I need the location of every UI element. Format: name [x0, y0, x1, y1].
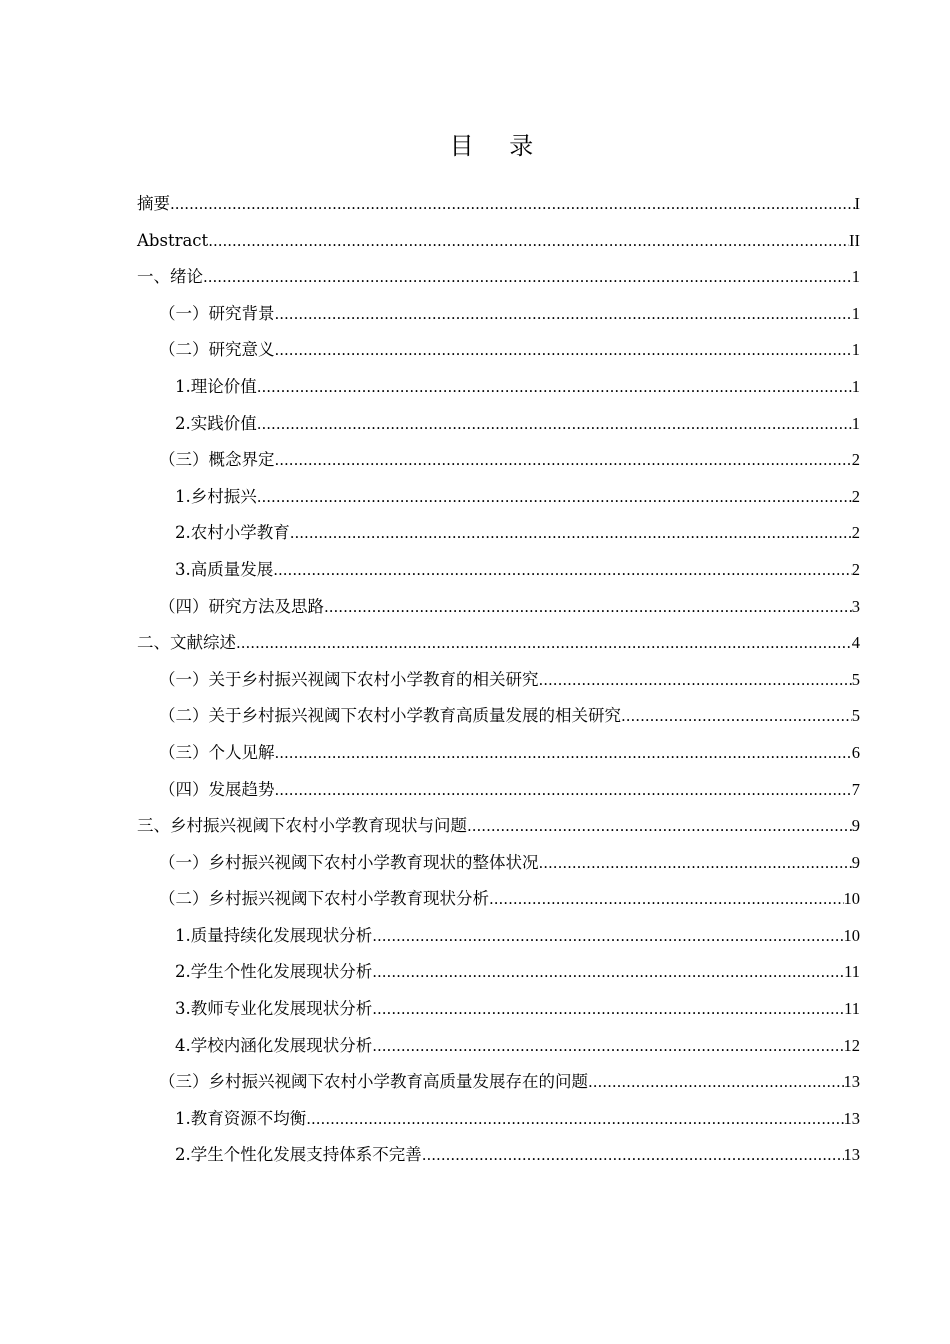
toc-entry-page-number: 9 [851, 816, 860, 836]
toc-entry[interactable] [137, 954, 860, 991]
toc-entry[interactable] [137, 259, 860, 296]
toc-entry[interactable] [137, 1137, 860, 1174]
toc-entry-label: Abstract [137, 230, 209, 250]
toc-entry-label: 一、绪论 [137, 267, 203, 287]
toc-entry-label: （一）乡村振兴视阈下农村小学教育现状的整体状况 [159, 852, 539, 872]
toc-dot-leader [257, 479, 852, 516]
toc-dot-leader [372, 918, 843, 955]
toc-entry-page-number: 1 [851, 376, 860, 396]
toc-entry-page-number: 13 [843, 1108, 860, 1128]
toc-dot-leader [422, 1137, 844, 1174]
toc-list [137, 186, 860, 1174]
toc-entry-page-number: I [854, 194, 860, 213]
toc-entry[interactable] [137, 1028, 860, 1065]
toc-entry-label: 2.学生个性化发展现状分析 [175, 962, 373, 982]
toc-dot-leader [275, 735, 852, 772]
toc-dot-leader [275, 772, 852, 809]
toc-dot-leader [372, 991, 844, 1028]
toc-dot-leader [203, 259, 852, 296]
toc-entry-page-number: 10 [843, 889, 860, 909]
toc-dot-leader [467, 808, 852, 845]
toc-entry[interactable] [137, 515, 860, 552]
toc-entry[interactable] [137, 735, 860, 772]
toc-entry-page-number: 2 [851, 486, 860, 506]
toc-entry-page-number: 12 [843, 1035, 860, 1055]
toc-entry[interactable] [137, 589, 860, 626]
toc-entry-page-number: 11 [844, 962, 860, 982]
toc-entry-label: （四）发展趋势 [159, 779, 275, 799]
toc-entry[interactable] [137, 296, 860, 333]
toc-entry-page-number: 1 [851, 267, 860, 287]
toc-entry-page-number: 1 [851, 340, 860, 360]
toc-dot-leader [588, 1064, 844, 1101]
toc-entry[interactable] [137, 625, 860, 662]
toc-entry[interactable] [137, 881, 860, 918]
toc-dot-leader [306, 1101, 843, 1138]
toc-entry-label: （三）乡村振兴视阈下农村小学教育高质量发展存在的问题 [159, 1072, 588, 1092]
toc-entry[interactable] [137, 186, 860, 223]
toc-entry-label: 3.教师专业化发展现状分析 [175, 999, 373, 1019]
toc-entry-label: 2.学生个性化发展支持体系不完善 [175, 1145, 422, 1165]
toc-entry-label: 1.乡村振兴 [175, 486, 257, 506]
toc-entry-label: 2.实践价值 [175, 413, 257, 433]
toc-entry-label: 2.农村小学教育 [175, 523, 290, 543]
toc-entry-page-number: 1 [851, 303, 860, 323]
toc-dot-leader [257, 406, 852, 443]
toc-entry[interactable] [137, 442, 860, 479]
toc-entry-page-number: 2 [851, 559, 860, 579]
toc-entry-label: 三、乡村振兴视阈下农村小学教育现状与问题 [137, 816, 467, 836]
toc-dot-leader [275, 332, 852, 369]
toc-entry-label: 3.高质量发展 [175, 559, 274, 579]
toc-entry[interactable] [137, 845, 860, 882]
toc-entry[interactable] [137, 369, 860, 406]
toc-entry-page-number: 1 [851, 413, 860, 433]
toc-dot-leader [372, 954, 844, 991]
toc-entry-label: （二）研究意义 [159, 340, 275, 360]
toc-entry-label: 摘要 [137, 194, 170, 213]
toc-entry-label: （一）研究背景 [159, 303, 275, 323]
toc-entry-label: 二、文献综述 [137, 633, 236, 653]
toc-entry-label: （二）关于乡村振兴视阈下农村小学教育高质量发展的相关研究 [159, 706, 621, 726]
toc-entry-page-number: 10 [843, 925, 860, 945]
toc-entry-label: 1.教育资源不均衡 [175, 1108, 307, 1128]
toc-entry[interactable] [137, 918, 860, 955]
toc-entry-page-number: 2 [851, 523, 860, 543]
toc-dot-leader [275, 442, 852, 479]
toc-dot-leader [208, 223, 849, 260]
toc-dot-leader [324, 589, 852, 626]
toc-dot-leader [257, 369, 852, 406]
toc-entry[interactable] [137, 406, 860, 443]
toc-entry[interactable] [137, 662, 860, 699]
toc-dot-leader [539, 845, 852, 882]
toc-entry-label: 4.学校内涵化发展现状分析 [175, 1035, 373, 1055]
toc-entry-page-number: 6 [851, 742, 860, 762]
toc-entry-page-number: 3 [851, 596, 860, 616]
toc-dot-leader [489, 881, 844, 918]
toc-entry[interactable] [137, 479, 860, 516]
toc-title: 目 录 [449, 132, 548, 160]
toc-entry[interactable] [137, 698, 860, 735]
toc-entry-page-number: 5 [851, 706, 860, 726]
toc-dot-leader [539, 662, 852, 699]
toc-entry[interactable] [137, 332, 860, 369]
toc-entry[interactable] [137, 1064, 860, 1101]
toc-entry-label: （三）概念界定 [159, 450, 275, 470]
toc-entry[interactable] [137, 552, 860, 589]
toc-entry-label: （四）研究方法及思路 [159, 596, 324, 616]
toc-entry-page-number: 13 [843, 1072, 860, 1092]
toc-entry-label: （三）个人见解 [159, 742, 275, 762]
toc-dot-leader [621, 698, 852, 735]
toc-entry-label: （一）关于乡村振兴视阈下农村小学教育的相关研究 [159, 669, 539, 689]
toc-entry[interactable] [137, 991, 860, 1028]
toc-entry-page-number: 11 [844, 999, 860, 1019]
toc-entry[interactable] [137, 808, 860, 845]
toc-dot-leader [236, 625, 852, 662]
toc-entry-page-number: 13 [843, 1145, 860, 1165]
toc-entry-page-number: 4 [851, 633, 860, 653]
toc-entry-page-number: 5 [851, 669, 860, 689]
toc-entry[interactable] [137, 1101, 860, 1138]
toc-entry-label: 1.质量持续化发展现状分析 [175, 925, 373, 945]
toc-entry-page-number: 2 [851, 450, 860, 470]
toc-entry-label: 1.理论价值 [175, 376, 257, 396]
toc-entry[interactable] [137, 223, 860, 260]
toc-dot-leader [372, 1028, 843, 1065]
toc-entry-page-number: II [849, 230, 860, 250]
toc-entry-page-number: 9 [851, 852, 860, 872]
toc-dot-leader [275, 296, 852, 333]
toc-entry-label: （二）乡村振兴视阈下农村小学教育现状分析 [159, 889, 489, 909]
toc-dot-leader [273, 552, 852, 589]
toc-entry-page-number: 7 [851, 779, 860, 799]
toc-dot-leader [290, 515, 852, 552]
toc-entry[interactable] [137, 772, 860, 809]
toc-dot-leader [170, 186, 855, 223]
